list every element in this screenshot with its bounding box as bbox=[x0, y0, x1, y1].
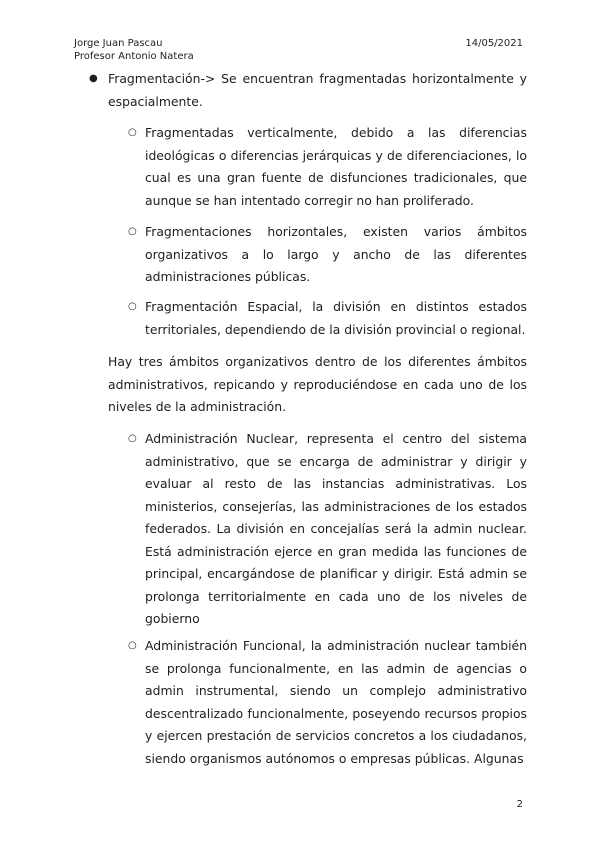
list-item-admin-nuclear: Administración Nuclear, representa el centro del sistema administrativo, que se encarga de administrar y dirigir y evaluar al resto de las instancias administrativas. Los ministerios, consejerías, las administraciones de los estados federados. La división en concejalías será la admin nuclear. Está administración ejerce en gran medida las funciones de principal, encargándose de planificar y dirigir. Está admin se prolonga territorialmente en cada uno de los niveles de gobierno bbox=[145, 431, 527, 626]
circle-bullet-icon: ○ bbox=[128, 127, 137, 138]
professor-name: Profesor Antonio Natera bbox=[74, 51, 194, 62]
header-date: 14/05/2021 bbox=[465, 38, 523, 49]
circle-bullet-icon: ○ bbox=[128, 640, 137, 651]
paragraph-ambitos: Hay tres ámbitos organizativos dentro de los diferentes ámbitos administrativos, repicando y reproduciéndose en cada uno de los niveles de la administración. bbox=[108, 354, 527, 414]
circle-bullet-icon: ○ bbox=[128, 226, 137, 237]
author-name: Jorge Juan Pascau bbox=[74, 38, 163, 49]
header-left bbox=[74, 37, 194, 63]
circle-bullet-icon: ○ bbox=[128, 433, 137, 444]
list-item-fragment-vertical: Fragmentadas verticalmente, debido a las diferencias ideológicas o diferencias jerárquicas y de diferenciaciones, lo cual es una gran fuente de disfunciones tradicionales, que aunque se han intentado corregir no han proliferado. bbox=[145, 125, 527, 208]
bullet-icon: ● bbox=[89, 73, 98, 84]
list-item-fragment-horizontal: Fragmentaciones horizontales, existen varios ámbitos organizativos a lo largo y ancho de las diferentes administraciones públicas. bbox=[145, 224, 527, 284]
circle-bullet-icon: ○ bbox=[128, 301, 137, 312]
page-number: 2 bbox=[516, 799, 523, 810]
list-item-fragment-spatial: Fragmentación Espacial, la división en distintos estados territoriales, dependiendo de la división provincial o regional. bbox=[145, 299, 527, 337]
bullet-fragmentacion: Fragmentación-> Se encuentran fragmentadas horizontalmente y espacialmente. bbox=[108, 71, 527, 109]
list-item-admin-funcional: Administración Funcional, la administración nuclear también se prolonga funcionalmente, en las admin de agencias o admin instrumental, siendo un complejo administrativo descentralizado funcionalmente, poseyendo recursos propios y ejercen prestación de servicios concretos a los ciudadanos, siendo organismos autónomos o empresas públicas. Algunas bbox=[145, 638, 527, 766]
